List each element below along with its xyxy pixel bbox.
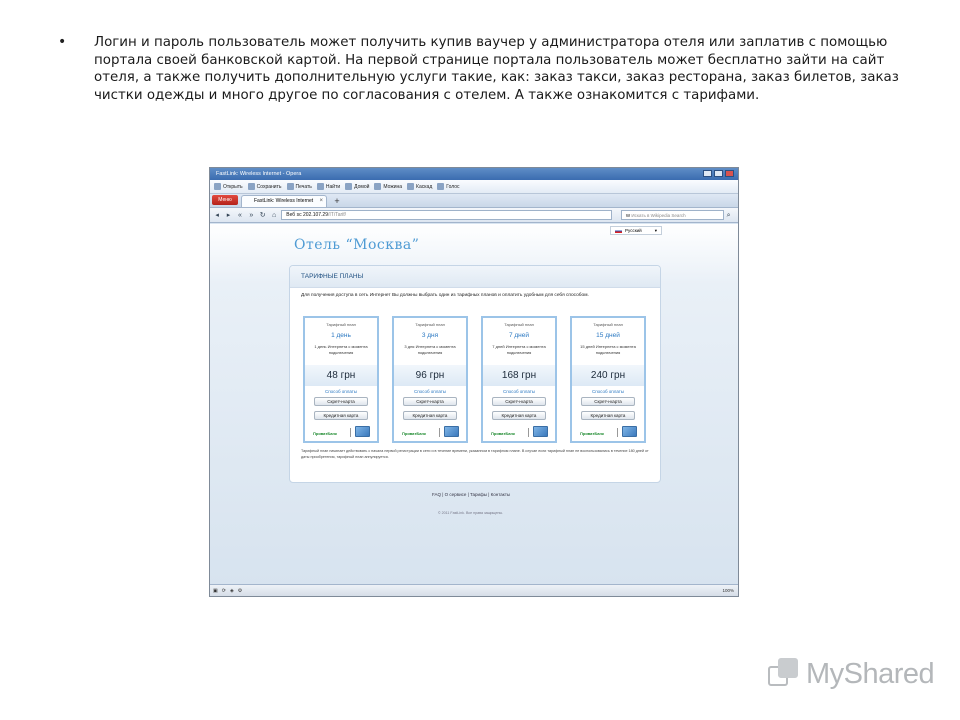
toolbar-save-button[interactable]: Сохранить — [248, 183, 282, 190]
privatbank-logo: ПриватБанк — [313, 431, 337, 436]
status-bar — [210, 584, 738, 596]
url-input[interactable] — [281, 210, 612, 220]
payment-method-title: Способ оплаты — [591, 389, 625, 394]
browser-screenshot — [209, 167, 739, 597]
window-titlebar — [210, 168, 738, 180]
opera-menu-button[interactable]: Меню — [212, 195, 238, 205]
logo-divider — [528, 428, 529, 437]
address-bar — [210, 208, 738, 223]
sync-icon[interactable]: ⟳ — [221, 587, 226, 594]
plan-name: 1 день — [331, 332, 351, 339]
payment-method-title: Способ оплаты — [324, 389, 358, 394]
cascade-icon — [407, 183, 414, 190]
scratch-card-button[interactable]: Скретч-карта — [314, 397, 368, 406]
plan-price: 48 грн — [305, 365, 377, 386]
toolbar-cascade-button[interactable]: Каскад — [407, 183, 432, 190]
payment-terminal-icon — [444, 426, 459, 437]
payment-terminal-icon — [622, 426, 637, 437]
credit-card-button[interactable]: Кредитная карта — [492, 411, 546, 420]
privatbank-logo: ПриватБанк — [402, 431, 426, 436]
back-button[interactable]: ◂ — [215, 211, 219, 219]
plan-price: 240 грн — [572, 365, 644, 386]
russia-flag-icon — [615, 229, 622, 233]
home-icon — [345, 183, 352, 190]
toolbar-home-button[interactable]: Домой — [345, 183, 369, 190]
payment-method-title: Способ оплаты — [413, 389, 447, 394]
plan-type: Тарифный план — [504, 322, 534, 327]
settings-icon[interactable]: ⚙ — [237, 587, 243, 594]
plan-type: Тарифный план — [593, 322, 623, 327]
plan-name: 3 дня — [421, 332, 439, 339]
url-host: sc 202.107.29 — [296, 212, 328, 218]
search-placeholder: Искать в Wikipedia Search — [631, 213, 686, 218]
reload-button[interactable]: ↻ — [259, 211, 266, 219]
plan-type: Тарифный план — [415, 322, 445, 327]
search-engine-icon[interactable]: W — [625, 213, 631, 218]
bullet-text: Логин и пароль пользователь может получить купив ваучер у администратора отеля или заплатив с помощью портала своей банковской картой. На первой странице портала пользователь может бесплатно зайти на сайт отеля, а также получить дополнительную услуги такие, как: заказ такси, заказ ресторана, заказ билетов, заказ чистки одежды и много другое по согласования с отелем. А также ознакомится с тарифами. — [94, 35, 899, 103]
zoom-level[interactable]: 100% — [722, 588, 734, 593]
search-icon — [317, 183, 324, 190]
microphone-icon — [437, 183, 444, 190]
toolbar-tile-button[interactable]: Можина — [374, 183, 402, 190]
tariff-panel — [289, 265, 661, 483]
footer-links[interactable]: FAQ | О сервисе | Тарифы | Контакты — [432, 492, 511, 497]
scratch-card-button[interactable]: Скретч-карта — [403, 397, 457, 406]
minimize-button[interactable] — [703, 170, 712, 177]
language-label: Русский — [625, 228, 642, 233]
save-icon — [248, 183, 255, 190]
credit-card-button[interactable]: Кредитная карта — [403, 411, 457, 420]
credit-card-button[interactable]: Кредитная карта — [314, 411, 368, 420]
plan-description: 3 дня Интернета с момента подключения — [404, 344, 456, 355]
plan-name: 15 дней — [596, 332, 620, 339]
rewind-button[interactable]: « — [237, 211, 242, 219]
privatbank-logo: ПриватБанк — [491, 431, 515, 436]
myshared-logo-icon — [768, 658, 800, 690]
credit-card-button[interactable]: Кредитная карта — [581, 411, 635, 420]
page-content — [210, 224, 738, 586]
myshared-name: MyShared — [806, 657, 935, 690]
speed-dial-icon[interactable]: ◈ — [229, 587, 234, 594]
maximize-button[interactable] — [714, 170, 723, 177]
browser-toolbar — [210, 180, 738, 194]
plan-card-3 — [481, 316, 557, 443]
panel-toggle-icon[interactable]: ▣ — [213, 587, 218, 594]
scratch-card-button[interactable]: Скретч-карта — [581, 397, 635, 406]
fast-forward-button[interactable]: » — [249, 211, 254, 219]
url-prefix: Веб — [286, 212, 296, 218]
plan-description: 15 дней Интернета с момента подключения — [580, 344, 636, 355]
new-tab-button[interactable]: + — [334, 196, 340, 206]
toolbar-open-button[interactable]: Открыть — [214, 183, 243, 190]
tab-title: FastLink: Wireless Internet — [254, 198, 314, 204]
panel-intro: Для получения доступа в сеть Интернет Вы должны выбрать один из тарифных планов и оплатить удобным для себя способом. — [301, 293, 589, 298]
close-window-button[interactable] — [725, 170, 734, 177]
hotel-title: Отель “Москва” — [294, 237, 420, 253]
payment-method-title: Способ оплаты — [502, 389, 536, 394]
plan-price: 96 грн — [394, 365, 466, 386]
folder-icon — [214, 183, 221, 190]
toolbar-print-button[interactable]: Печать — [287, 183, 312, 190]
home-nav-button[interactable]: ⌂ — [271, 211, 277, 219]
search-input[interactable] — [621, 210, 724, 220]
plan-description: 7 дней Интернета с момента подключения — [492, 344, 546, 355]
url-path: /IT/Tarif/ — [328, 212, 347, 218]
plan-type: Тарифный план — [326, 322, 356, 327]
plan-price: 168 грн — [483, 365, 555, 386]
plan-description: 1 день Интернета с момента подключения — [314, 344, 368, 355]
logo-divider — [617, 428, 618, 437]
tab-fastlink[interactable] — [241, 195, 327, 207]
privatbank-logo: ПриватБанк — [580, 431, 604, 436]
plan-card-1 — [303, 316, 379, 443]
payment-terminal-icon — [533, 426, 548, 437]
logo-divider — [350, 428, 351, 437]
plan-card-4 — [570, 316, 646, 443]
toolbar-voice-button[interactable]: Голос — [437, 183, 459, 190]
language-select[interactable] — [610, 226, 662, 235]
search-go-icon[interactable]: ⌕ — [726, 211, 731, 219]
plan-card-2 — [392, 316, 468, 443]
printer-icon — [287, 183, 294, 190]
payment-terminal-icon — [355, 426, 370, 437]
forward-button[interactable]: ▸ — [226, 211, 231, 219]
chevron-down-icon: ▾ — [654, 228, 657, 233]
copyright: © 2011 FastLink. Все права защищены. — [438, 511, 504, 515]
tariff-note: Тарифный план начинает действовать с начала первой регистрации в сети и в течение времени, указанном в тарифном плане. В случае если тарифный план не воспользовались в течение 180 дней от даты приобретения, тарифный план аннулируется. — [301, 449, 649, 459]
logo-divider — [439, 428, 440, 437]
close-tab-icon[interactable]: × — [319, 198, 323, 204]
window-title: FastLink: Wireless Internet - Opera — [216, 171, 302, 177]
plan-name: 7 дней — [508, 332, 530, 339]
tile-icon — [374, 183, 381, 190]
panel-title: ТАРИФНЫЕ ПЛАНЫ — [290, 266, 660, 288]
myshared-watermark — [768, 656, 934, 692]
scratch-card-button[interactable]: Скретч-карта — [492, 397, 546, 406]
toolbar-find-button[interactable]: Найти — [317, 183, 340, 190]
plan-list — [303, 316, 648, 443]
bullet-mark: • — [58, 34, 67, 50]
tab-bar — [210, 194, 738, 208]
